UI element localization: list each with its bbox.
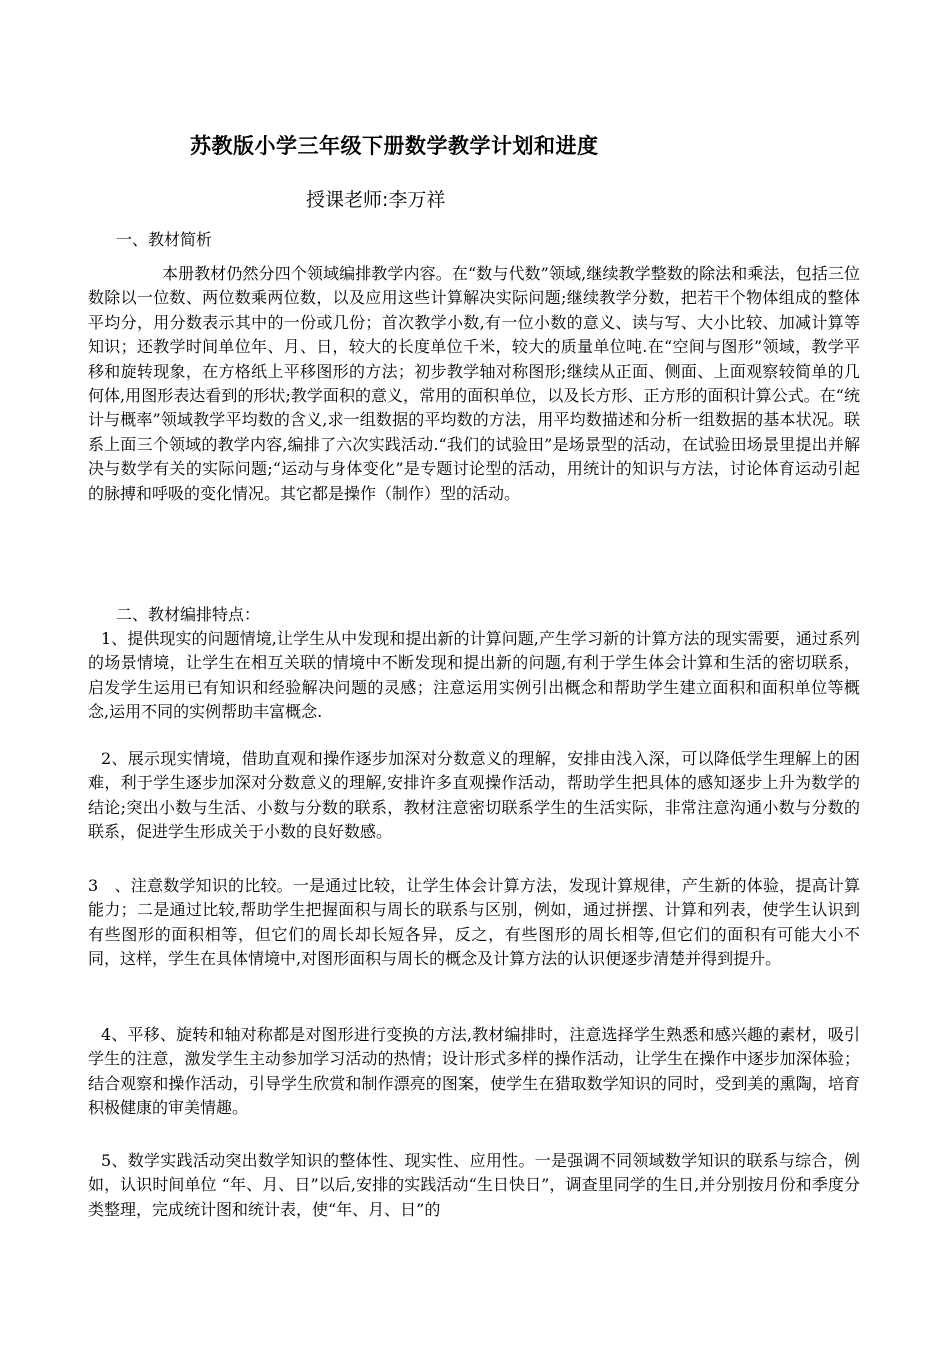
author-line: 授课老师:李万祥: [306, 189, 446, 211]
feature-paragraph-4: 4、平移、旋转和轴对称都是对图形进行变换的方法,教材编排时，注意选择学生熟悉和感兴趣的素材，吸引学生的注意，激发学生主动参加学习活动的热情；设计形式多样的操作活动，让学生在操作中逐步加深体验；结合观察和操作活动，引导学生欣赏和制作漂亮的图案，使学生在猎取数学知识的同时，受到美的熏陶，培育积极健康的审美情趣。: [88, 1025, 860, 1118]
feature-paragraph-3: 3 、注意数学知识的比较。一是通过比较，让学生体会计算方法，发现计算规律，产生新的体验，提高计算能力；二是通过比较,帮助学生把握面积与周长的联系与区别，例如，通过拼摆、计算和列表，使学生认识到有些图形的面积相等，但它们的周长却长短各异，反之，有些图形的周长相等,但它们的面积有可能大小不同，这样，学生在具体情境中,对图形面积与周长的概念及计算方法的认识便逐步清楚并得到提升。: [88, 876, 860, 969]
feature-paragraph-2: 2、展示现实情境，借助直观和操作逐步加深对分数意义的理解，安排由浅入深，可以降低学生理解上的困难，利于学生逐步加深对分数意义的理解,安排许多直观操作活动，帮助学生把具体的感知逐步上升为数学的结论;突出小数与生活、小数与分数的联系，教材注意密切联系学生的生活实际，非常注意沟通小数与分数的联系，促进学生形成关于小数的良好数感。: [88, 749, 860, 842]
feature-paragraph-1: 1、提供现实的问题情境,让学生从中发现和提出新的计算问题,产生学习新的计算方法的现实需要，通过系列的场景情境，让学生在相互关联的情境中不断发现和提出新的问题,有利于学生体会计算和生活的密切联系，启发学生运用已有知识和经验解决问题的灵感；注意运用实例引出概念和帮助学生建立面积和面积单位等概念,运用不同的实例帮助丰富概念.: [88, 629, 860, 722]
section-body-textbook-analysis: 本册教材仍然分四个领域编排教学内容。在“数与代数”领域,继续教学整数的除法和乘法，包括三位数除以一位数、两位数乘两位数，以及应用这些计算解决实际问题;继续教学分数，把若干个物体组成的整体平均分，用分数表示其中的一份或几份；首次教学小数,有一位小数的意义、读与写、大小比较、加减计算等知识；还教学时间单位年、月、日，较大的长度单位千米，较大的质量单位吨.在“空间与图形”领域，教学平移和旋转现象，在方格纸上平移图形的方法；初步教学轴对称图形;继续从正面、侧面、上面观察较简单的几何体,用图形表达看到的形状;教学面积的意义，常用的面积单位，以及长方形、正方形的面积计算公式。在“统计与概率”领域教学平均数的含义,求一组数据的平均数的方法，用平均数描述和分析一组数据的基本状况。联系上面三个领域的教学内容,编排了六次实践活动.“我们的试验田”是场景型的活动，在试验田场景里提出并解决与数学有关的实际问题;“运动与身体变化”是专题讨论型的活动，用统计的知识与方法，讨论体育运动引起的脉搏和呼吸的变化情况。其它都是操作（制作）型的活动。: [88, 264, 860, 503]
section-heading-textbook-analysis: 一、教材简析: [116, 230, 213, 249]
document-title: 苏教版小学三年级下册数学教学计划和进度: [190, 134, 599, 158]
feature-paragraph-5: 5、数学实践活动突出数学知识的整体性、现实性、应用性。一是强调不同领域数学知识的联系与综合，例如，认识时间单位 “年、月、日”以后,安排的实践活动“生日快日”，调查里同学的生日,并分别按月份和季度分类整理，完成统计图和统计表，使“年、月、日”的: [88, 1151, 860, 1219]
section-heading-arrangement-features: 二、教材编排特点：: [116, 605, 261, 624]
